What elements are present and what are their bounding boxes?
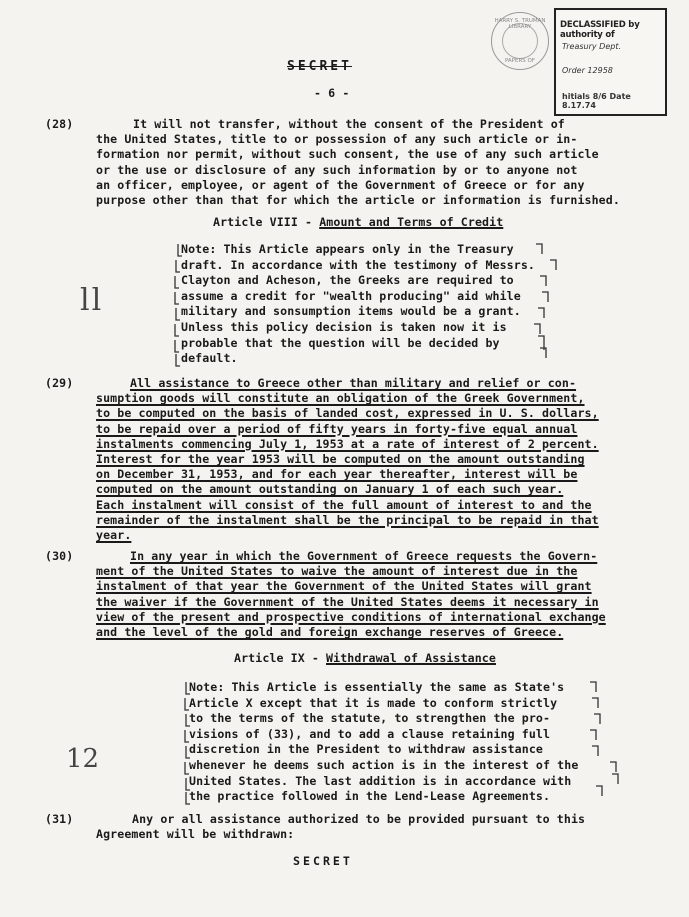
- article-9-heading: [234, 651, 496, 666]
- stamp-line-2: Order 12958: [562, 66, 613, 75]
- article-8-title: Amount and Terms of Credit: [319, 215, 504, 229]
- seal-bottom-text: PAPERS OF: [504, 58, 536, 64]
- stamp-line-3: hitials 8/6 Date 8.17.74: [562, 92, 631, 110]
- stamp-title: DECLASSIFIED by authority of: [560, 20, 640, 40]
- paragraph-line: computed on the amount outstanding on January 1 of each such year.: [96, 482, 564, 497]
- paragraph-line: on December 31, 1953, and for each year thereafter, interest will be: [96, 467, 578, 482]
- note-line: United States. The last addition is in accordance with: [189, 773, 572, 788]
- article-8-prefix: Article VIII -: [213, 215, 320, 229]
- paragraph-line: view of the present and prospective conditions of international exchange: [96, 609, 606, 624]
- paragraph-line: formation nor permit, without such consent, the use of any such article: [96, 147, 599, 162]
- note-line: Note: This Article is essentially the same as State's: [189, 680, 565, 694]
- note-line: Note: This Article appears only in the Treasury: [181, 242, 514, 256]
- paragraph-line: to be repaid over a period of fifty years in forty-five equal annual: [96, 421, 578, 436]
- note-line: military and sonsumption items would be a grant.: [181, 304, 521, 319]
- paragraph-line: or the use or disclosure of any such information by or to anyone not: [96, 162, 578, 177]
- stamp-line-1: Treasury Dept.: [562, 42, 622, 51]
- paragraph-line: Interest for the year 1953 will be computed on the amount outstanding: [96, 452, 585, 467]
- paragraph-30-number: (30): [45, 549, 74, 563]
- note-line: to the terms of the statute, to strengthen the pro-: [189, 711, 551, 726]
- paragraph-line: purpose other than that for which the article or information is furnished.: [96, 193, 620, 208]
- paragraph-line: the waiver if the Government of the United States deems it necessary in: [96, 594, 599, 609]
- paragraph-line: instalment of that year the Government of the United States will grant: [96, 579, 592, 594]
- header-classification: SECRET: [287, 59, 352, 74]
- note-line: discretion in the President to withdraw assistance: [189, 742, 544, 757]
- paragraph-29: [96, 376, 599, 543]
- paragraph-line: ment of the United States to waive the amount of interest due in the: [96, 564, 578, 579]
- note-line: draft. In accordance with the testimony of Messrs.: [181, 257, 536, 272]
- note-line: Article X except that it is made to conform strictly: [189, 695, 558, 710]
- note-line: visions of (33), and to add a clause retaining full: [189, 726, 551, 741]
- paragraph-line: instalments commencing July 1, 1953 at a rate of interest of 2 percent.: [96, 436, 599, 451]
- declassification-stamp: [554, 8, 667, 116]
- seal-top-text: HARRY S. TRUMAN LIBRARY: [494, 18, 546, 30]
- paragraph-line: an officer, employee, or agent of the Government of Greece or for any: [96, 177, 585, 192]
- paragraph-line: to be computed on the basis of landed cost, expressed in U. S. dollars,: [96, 406, 599, 421]
- margin-mark-11: ll: [80, 283, 104, 318]
- paragraph-line: remainder of the instalment shall be the principal to be repaid in that: [96, 512, 599, 527]
- paragraph-line: In any year in which the Government of Greece requests the Govern-: [130, 549, 598, 563]
- paragraph-line: sumption goods will constitute an obligation of the Greek Government,: [96, 391, 585, 406]
- paragraph-line: All assistance to Greece other than military and relief or con-: [130, 376, 577, 390]
- article-8-bracket-marks: [170, 240, 560, 370]
- note-line: assume a credit for "wealth producing" aid while: [181, 288, 521, 303]
- paragraph-line: Each instalment will consist of the full amount of interest to and the: [96, 497, 592, 512]
- note-line: default.: [181, 351, 238, 366]
- page-number: - 6 -: [314, 86, 350, 100]
- note-line: whenever he deems such action is in the interest of the: [189, 757, 579, 772]
- article-9-bracket-marks: [180, 678, 620, 808]
- paragraph-line: the United States, title to or possession of any such article or in-: [96, 132, 578, 147]
- paragraph-29-number: (29): [45, 376, 74, 390]
- note-line: probable that the question will be decided by: [181, 335, 500, 350]
- paragraph-line: It will not transfer, without the consent of the President of: [133, 117, 565, 131]
- paragraph-line: year.: [96, 528, 132, 543]
- note-line: the practice followed in the Lend-Lease Agreements.: [189, 789, 551, 804]
- paragraph-31-number: (31): [45, 812, 74, 826]
- article-9-title: Withdrawal of Assistance: [326, 651, 496, 665]
- paragraph-line: Any or all assistance authorized to be provided pursuant to this: [132, 812, 586, 826]
- note-line: Clayton and Acheson, the Greeks are required to: [181, 273, 514, 288]
- article-8-heading: [213, 215, 503, 230]
- paragraph-28: [96, 117, 620, 208]
- paragraph-28-number: (28): [45, 117, 74, 131]
- article-9-prefix: Article IX -: [234, 651, 327, 665]
- paragraph-30: [96, 549, 606, 640]
- footer-classification: SECRET: [293, 854, 353, 868]
- paragraph-line: and the level of the gold and foreign exchange reserves of Greece.: [96, 625, 564, 640]
- paragraph-31: [96, 812, 585, 842]
- margin-mark-12: 12: [66, 744, 100, 774]
- paragraph-line: Agreement will be withdrawn:: [96, 827, 295, 842]
- note-line: Unless this policy decision is taken now it is: [181, 319, 507, 334]
- library-seal: [491, 12, 549, 70]
